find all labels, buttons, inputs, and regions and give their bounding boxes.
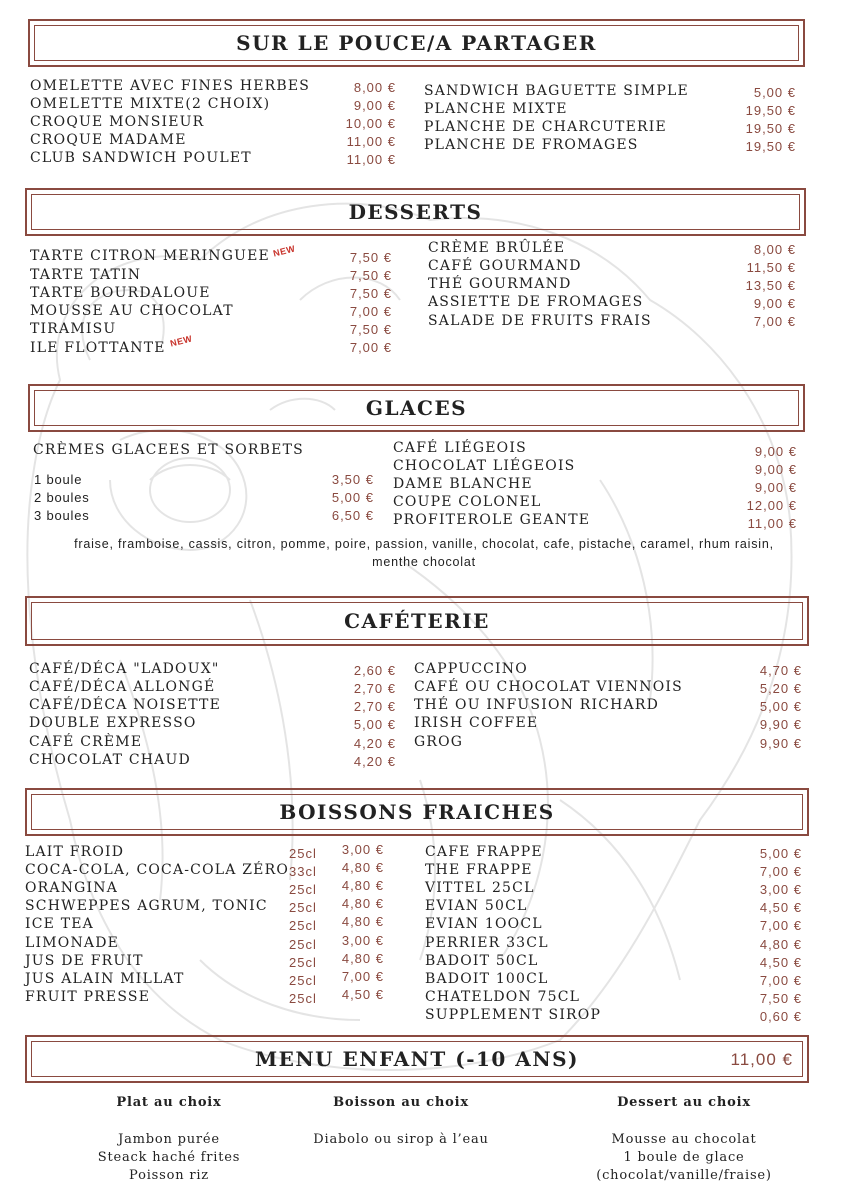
menu-item-name: PERRIER 33CL: [425, 935, 549, 951]
menu-item-name: ICE TEA: [25, 916, 94, 932]
menu-item-name: BADOIT 50CL: [425, 953, 539, 969]
menu-item-price: 4,80 €: [341, 896, 384, 911]
menu-item-name: SCHWEPPES AGRUM, TONIC: [25, 898, 268, 914]
menu-item-price: 7,50 €: [349, 268, 392, 283]
menu-item-price: 2,70 €: [353, 699, 396, 714]
menu-item-price: 4,50 €: [759, 900, 802, 915]
menu-item-name: CHATELDON 75CL: [425, 989, 581, 1005]
menu-item-price: 4,20 €: [353, 754, 396, 769]
section-title: GLACES: [365, 396, 468, 420]
kids-option: Steack haché frites: [97, 1150, 241, 1165]
new-badge: NEW: [272, 243, 297, 259]
section-title: MENU ENFANT (-10 ANS): [254, 1047, 580, 1071]
menu-item-size: 25cl: [289, 973, 317, 988]
menu-item-name: CAFE FRAPPE: [425, 844, 543, 860]
menu-item-name: CHOCOLAT CHAUD: [29, 752, 191, 768]
glaces-subtitle: CRÈMES GLACEES ET SORBETS: [33, 442, 304, 458]
scoop-price: 3,50 €: [331, 472, 374, 487]
scoop-price: 5,00 €: [331, 490, 374, 505]
menu-item-price: 9,00 €: [754, 462, 797, 477]
menu-item-price: 3,00 €: [341, 933, 384, 948]
menu-item-name: SALADE DE FRUITS FRAIS: [428, 313, 652, 329]
menu-item-name: GROG: [414, 734, 464, 750]
menu-item-price: 4,50 €: [341, 987, 384, 1002]
menu-item-name: CAFÉ GOURMAND: [428, 258, 582, 274]
menu-item-name: CAFÉ CRÈME: [29, 734, 143, 750]
kids-option: Jambon purée: [118, 1132, 220, 1147]
menu-item-price: 7,50 €: [349, 322, 392, 337]
menu-item-name: PLANCHE DE FROMAGES: [424, 137, 639, 153]
menu-item-name: DAME BLANCHE: [393, 476, 533, 492]
flavors-line: menthe chocolat: [372, 555, 476, 569]
menu-item-name: CAFÉ/DÉCA "LADOUX": [29, 661, 220, 677]
menu-item-price: 7,00 €: [759, 918, 802, 933]
new-badge: NEW: [169, 333, 194, 349]
menu-item-name: PROFITEROLE GEANTE: [393, 512, 591, 528]
kids-column-head: Plat au choix: [116, 1095, 222, 1110]
menu-item-name: TIRAMISU: [30, 321, 117, 337]
menu-item-name: CAPPUCCINO: [414, 661, 528, 677]
menu-item-name: SUPPLEMENT SIROP: [425, 1007, 602, 1023]
section-header-enfant: [25, 1035, 809, 1083]
kids-option: (chocolat/vanille/fraise): [596, 1168, 772, 1183]
menu-item-price: 7,50 €: [759, 991, 802, 1006]
menu-item-price: 13,50 €: [745, 278, 796, 293]
menu-item-name: EVIAN 1OOCL: [425, 916, 543, 932]
menu-item-price: 5,00 €: [753, 85, 796, 100]
section-header-snacks: [28, 19, 805, 67]
menu-item-price: 4,80 €: [759, 937, 802, 952]
menu-item-price: 7,00 €: [753, 314, 796, 329]
scoop-name: 1 boule: [34, 472, 83, 487]
menu-item-name: JUS ALAIN MILLAT: [25, 971, 185, 987]
menu-item-price: 4,50 €: [759, 955, 802, 970]
menu-item-name: CAFÉ OU CHOCOLAT VIENNOIS: [414, 679, 683, 695]
menu-item-name: LIMONADE: [25, 935, 120, 951]
menu-item-name: IRISH COFFEE: [414, 715, 539, 731]
menu-item-name: BADOIT 100CL: [425, 971, 549, 987]
menu-item-name: ILE FLOTTANTE: [30, 340, 166, 356]
menu-item-size: 25cl: [289, 882, 317, 897]
menu-item-price: 3,00 €: [341, 842, 384, 857]
menu-item-price: 0,60 €: [759, 1009, 802, 1024]
menu-item-name: COUPE COLONEL: [393, 494, 542, 510]
menu-item-name: EVIAN 50CL: [425, 898, 528, 914]
menu-item-price: 11,00 €: [346, 152, 396, 167]
section-header-boissons: [25, 788, 809, 836]
menu-item-name: THÉ GOURMAND: [428, 276, 572, 292]
menu-item-price: 5,20 €: [759, 681, 802, 696]
scoop-name: 2 boules: [34, 490, 90, 505]
section-title: SUR LE POUCE/A PARTAGER: [236, 31, 597, 55]
menu-item-name: VITTEL 25CL: [425, 880, 535, 896]
menu-item-price: 5,00 €: [759, 846, 802, 861]
menu-item-price: 4,70 €: [759, 663, 802, 678]
menu-item-name: ORANGINA: [25, 880, 119, 896]
menu-item-size: 25cl: [289, 900, 317, 915]
menu-item-price: 9,00 €: [753, 296, 796, 311]
menu-item-price: 12,00 €: [746, 498, 797, 513]
menu-item-price: 4,80 €: [341, 951, 384, 966]
menu-item-name: MOUSSE AU CHOCOLAT: [30, 303, 234, 319]
menu-item-name: CAFÉ/DÉCA ALLONGÉ: [29, 679, 216, 695]
menu-item-price: 8,00 €: [753, 242, 796, 257]
menu-item-price: 11,50 €: [746, 260, 796, 275]
menu-item-name: TARTE CITRON MERINGUEE: [30, 248, 270, 264]
menu-item-name: TARTE BOURDALOUE: [30, 285, 211, 301]
menu-item-name: OMELETTE AVEC FINES HERBES: [30, 78, 311, 94]
kids-column-head: Boisson au choix: [333, 1095, 469, 1110]
menu-item-name: PLANCHE DE CHARCUTERIE: [424, 119, 667, 135]
menu-item-price: 7,50 €: [349, 250, 392, 265]
menu-item-name: LAIT FROID: [25, 844, 125, 860]
menu-item-size: 25cl: [289, 955, 317, 970]
menu-item-price: 11,00 €: [346, 134, 396, 149]
menu-item-price: 9,00 €: [754, 480, 797, 495]
menu-item-size: 25cl: [289, 846, 317, 861]
scoop-price: 6,50 €: [331, 508, 374, 523]
kids-option: Mousse au chocolat: [611, 1132, 757, 1147]
menu-item-price: 11,00 €: [747, 516, 797, 531]
menu-item-name: SANDWICH BAGUETTE SIMPLE: [424, 83, 689, 99]
kids-option: Diabolo ou sirop à l’eau: [313, 1132, 489, 1147]
menu-item-price: 9,00 €: [754, 444, 797, 459]
menu-item-price: 9,00 €: [353, 98, 396, 113]
menu-item-name: CROQUE MADAME: [30, 132, 187, 148]
menu-item-name: CLUB SANDWICH POULET: [30, 150, 252, 166]
menu-item-name: COCA-COLA, COCA-COLA ZÉRO: [25, 862, 289, 878]
menu-item-name: CROQUE MONSIEUR: [30, 114, 205, 130]
menu-item-size: 25cl: [289, 991, 317, 1006]
kids-option: Poisson riz: [129, 1168, 209, 1183]
menu-item-name: CRÈME BRÛLÉE: [428, 240, 566, 256]
menu-item-price: 19,50 €: [745, 103, 796, 118]
menu-item-name: THE FRAPPE: [425, 862, 533, 878]
menu-item-price: 4,80 €: [341, 878, 384, 893]
menu-item-price: 4,20 €: [353, 736, 396, 751]
menu-item-name: ASSIETTE DE FROMAGES: [428, 294, 644, 310]
menu-item-price: 9,90 €: [759, 717, 802, 732]
menu-item-size: 25cl: [289, 937, 317, 952]
menu-item-price: 3,00 €: [759, 882, 802, 897]
menu-item-price: 4,80 €: [341, 914, 384, 929]
menu-item-size: 33cl: [289, 864, 317, 879]
menu-item-name: FRUIT PRESSE: [25, 989, 151, 1005]
flavors-line: fraise, framboise, cassis, citron, pomme, poire, passion, vanille, chocolat, cafe, pistache, caramel, rhum raisin,: [74, 537, 774, 551]
menu-item-name: DOUBLE EXPRESSO: [29, 715, 197, 731]
menu-item-name: CHOCOLAT LIÉGEOIS: [393, 458, 576, 474]
menu-item-name: CAFÉ LIÉGEOIS: [393, 440, 527, 456]
menu-item-name: TARTE TATIN: [30, 267, 142, 283]
menu-item-price: 10,00 €: [345, 116, 396, 131]
section-title: CAFÉTERIE: [344, 609, 490, 633]
flavors-text: [20, 535, 828, 571]
menu-item-price: 9,90 €: [759, 736, 802, 751]
menu-item-price: 7,00 €: [759, 864, 802, 879]
kids-column-head: Dessert au choix: [617, 1095, 751, 1110]
menu-item-price: 19,50 €: [745, 139, 796, 154]
menu-item-price: 7,50 €: [349, 286, 392, 301]
menu-item-price: 5,00 €: [353, 717, 396, 732]
menu-item-price: 7,00 €: [759, 973, 802, 988]
menu-item-name: CAFÉ/DÉCA NOISETTE: [29, 697, 222, 713]
menu-item-size: 25cl: [289, 918, 317, 933]
section-title: BOISSONS FRAICHES: [279, 800, 555, 824]
section-header-glaces: [28, 384, 805, 432]
kids-menu-price: 11,00 €: [730, 1050, 793, 1069]
menu-item-name: PLANCHE MIXTE: [424, 101, 568, 117]
section-header-cafeterie: [25, 596, 809, 646]
section-header-desserts: [25, 188, 806, 236]
menu-item-price: 5,00 €: [759, 699, 802, 714]
section-title: DESSERTS: [348, 200, 483, 224]
menu-item-price: 4,80 €: [341, 860, 384, 875]
menu-item-name: THÉ OU INFUSION RICHARD: [414, 697, 660, 713]
menu-item-price: 2,60 €: [353, 663, 396, 678]
scoop-name: 3 boules: [34, 508, 90, 523]
menu-item-name: OMELETTE MIXTE(2 CHOIX): [30, 96, 271, 112]
menu-item-price: 8,00 €: [353, 80, 396, 95]
menu-item-price: 7,00 €: [349, 340, 392, 355]
menu-item-price: 2,70 €: [353, 681, 396, 696]
menu-item-price: 19,50 €: [745, 121, 796, 136]
menu-item-price: 7,00 €: [341, 969, 384, 984]
menu-item-price: 7,00 €: [349, 304, 392, 319]
kids-option: 1 boule de glace: [623, 1150, 745, 1165]
menu-item-name: JUS DE FRUIT: [25, 953, 144, 969]
